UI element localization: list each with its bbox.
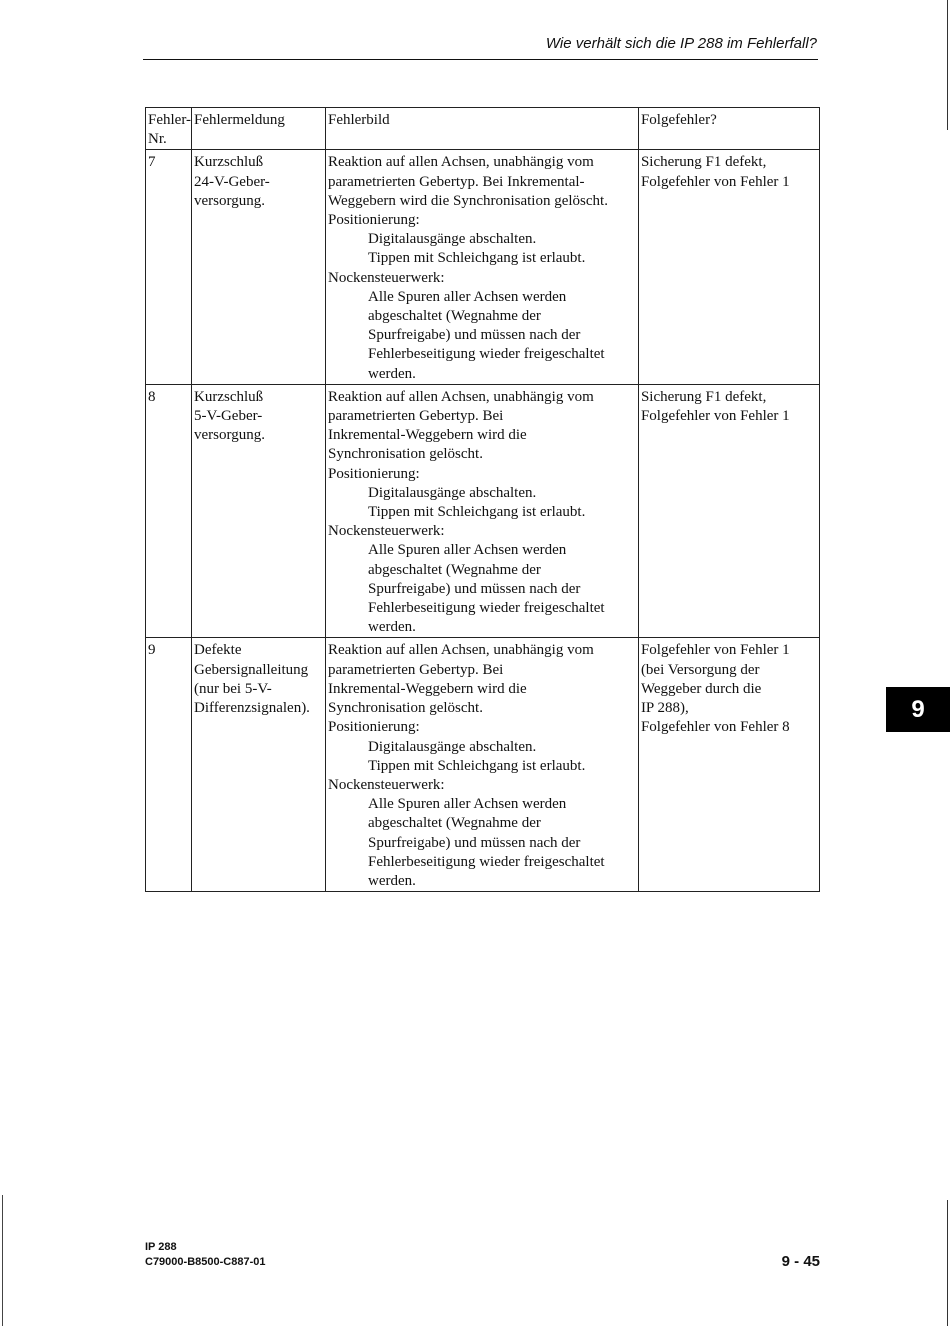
table-row	[146, 638, 820, 892]
text-line: Tippen mit Schleichgang ist erlaubt.	[367, 250, 586, 267]
footer-product-info	[145, 1240, 265, 1270]
text-line: Weggeber durch die	[640, 680, 762, 697]
text-line: abgeschaltet (Wegnahme der	[367, 815, 541, 832]
text-line: abgeschaltet (Wegnahme der	[367, 561, 541, 578]
cell-error-picture	[325, 638, 638, 892]
text-line: Tippen mit Schleichgang ist erlaubt.	[367, 504, 586, 521]
text-line: abgeschaltet (Wegnahme der	[367, 308, 541, 325]
text-line: Folgefehler von Fehler 8	[640, 719, 790, 736]
text-line: versorgung.	[194, 427, 265, 444]
header-rule	[143, 59, 818, 60]
cell-follow-error	[638, 150, 819, 384]
text-line: Inkremental-Weggebern wird die	[327, 427, 527, 444]
cell-error-message	[192, 384, 326, 638]
text-line: Synchronisation gelöscht.	[327, 700, 483, 717]
text-line: Spurfreigabe) und müssen nach der	[367, 834, 581, 851]
text-line: Digitalausgänge abschalten.	[367, 231, 537, 248]
text-line: Sicherung F1 defekt,	[640, 154, 767, 171]
page-edge-line	[2, 1195, 3, 1326]
text-line: Gebersignalleitung	[194, 661, 309, 678]
cell-error-number: 9	[146, 638, 192, 892]
text-line: Nockensteuerwerk:	[327, 776, 445, 793]
text-line: Defekte	[194, 642, 242, 659]
text-line: Digitalausgänge abschalten.	[367, 738, 537, 755]
error-table	[145, 107, 820, 892]
text-line: IP 288),	[640, 700, 689, 717]
cell-error-picture	[325, 384, 638, 638]
text-line: Differenzsignalen).	[194, 700, 310, 717]
cell-error-number: 7	[146, 150, 192, 384]
text-line: Fehlerbeseitigung wieder freigeschaltet	[367, 853, 605, 870]
text-line: Weggebern wird die Synchronisation gelöscht.	[327, 192, 608, 209]
footer-product: IP 288	[145, 1241, 177, 1253]
text-line: werden.	[367, 619, 416, 636]
text-line: Positionierung:	[327, 212, 420, 229]
text-line: 5-V-Geber-	[194, 408, 263, 425]
cell-follow-error	[638, 384, 819, 638]
text-line: versorgung.	[194, 192, 265, 209]
text-line: Kurzschluß	[194, 154, 264, 171]
text-line: Positionierung:	[327, 719, 420, 736]
text-line: Folgefehler von Fehler 1	[640, 173, 790, 190]
text-line: parametrierten Gebertyp. Bei	[327, 661, 504, 678]
page-edge-line	[947, 1200, 948, 1326]
chapter-tab: 9	[886, 687, 950, 732]
text-line: Synchronisation gelöscht.	[327, 446, 483, 463]
text-line: Folgefehler von Fehler 1	[640, 408, 790, 425]
text-line: Nockensteuerwerk:	[327, 523, 445, 540]
footer-order-number: C79000-B8500-C887-01	[145, 1256, 266, 1268]
text-line: parametrierten Gebertyp. Bei	[327, 408, 504, 425]
running-header-title: Wie verhält sich die IP 288 im Fehlerfall?	[545, 35, 817, 52]
text-line: Alle Spuren aller Achsen werden	[367, 542, 567, 559]
text-line: Reaktion auf allen Achsen, unabhängig vom	[327, 154, 594, 171]
table-row	[146, 150, 820, 384]
column-header-picture: Fehlerbild	[325, 108, 638, 150]
text-line: Reaktion auf allen Achsen, unabhängig vom	[327, 642, 594, 659]
text-line: Positionierung:	[327, 465, 420, 482]
table-header-row	[146, 108, 820, 150]
text-line: 24-V-Geber-	[194, 173, 270, 190]
page-number: 9 - 45	[781, 1253, 820, 1270]
text-line: Fehlerbeseitigung wieder freigeschaltet	[367, 346, 605, 363]
text-line: werden.	[367, 365, 416, 382]
cell-error-picture	[325, 150, 638, 384]
cell-error-message	[192, 150, 326, 384]
text-line: Digitalausgänge abschalten.	[367, 484, 537, 501]
text-line: Nockensteuerwerk:	[327, 269, 445, 286]
table-row	[146, 384, 820, 638]
text-line: Spurfreigabe) und müssen nach der	[367, 327, 581, 344]
text-line: werden.	[367, 872, 416, 889]
cell-error-number: 8	[146, 384, 192, 638]
column-header-follow: Folgefehler?	[638, 108, 819, 150]
cell-error-message	[192, 638, 326, 892]
text-line: Reaktion auf allen Achsen, unabhängig vom	[327, 388, 594, 405]
text-line: Spurfreigabe) und müssen nach der	[367, 580, 581, 597]
text-line: Tippen mit Schleichgang ist erlaubt.	[367, 757, 586, 774]
column-header-nr: Fehler- Nr.	[146, 108, 192, 150]
page-edge-line	[947, 0, 948, 130]
text-line: Sicherung F1 defekt,	[640, 388, 767, 405]
text-line: Alle Spuren aller Achsen werden	[367, 796, 567, 813]
column-header-message: Fehlermeldung	[192, 108, 326, 150]
text-line: Fehlerbeseitigung wieder freigeschaltet	[367, 600, 605, 617]
text-line: Kurzschluß	[194, 388, 264, 405]
text-line: (nur bei 5-V-	[194, 680, 272, 697]
text-line: parametrierten Gebertyp. Bei Inkremental-	[327, 173, 585, 190]
text-line: Folgefehler von Fehler 1	[640, 642, 790, 659]
text-line: Inkremental-Weggebern wird die	[327, 680, 527, 697]
cell-follow-error	[638, 638, 819, 892]
text-line: Alle Spuren aller Achsen werden	[367, 288, 567, 305]
text-line: (bei Versorgung der	[640, 661, 760, 678]
